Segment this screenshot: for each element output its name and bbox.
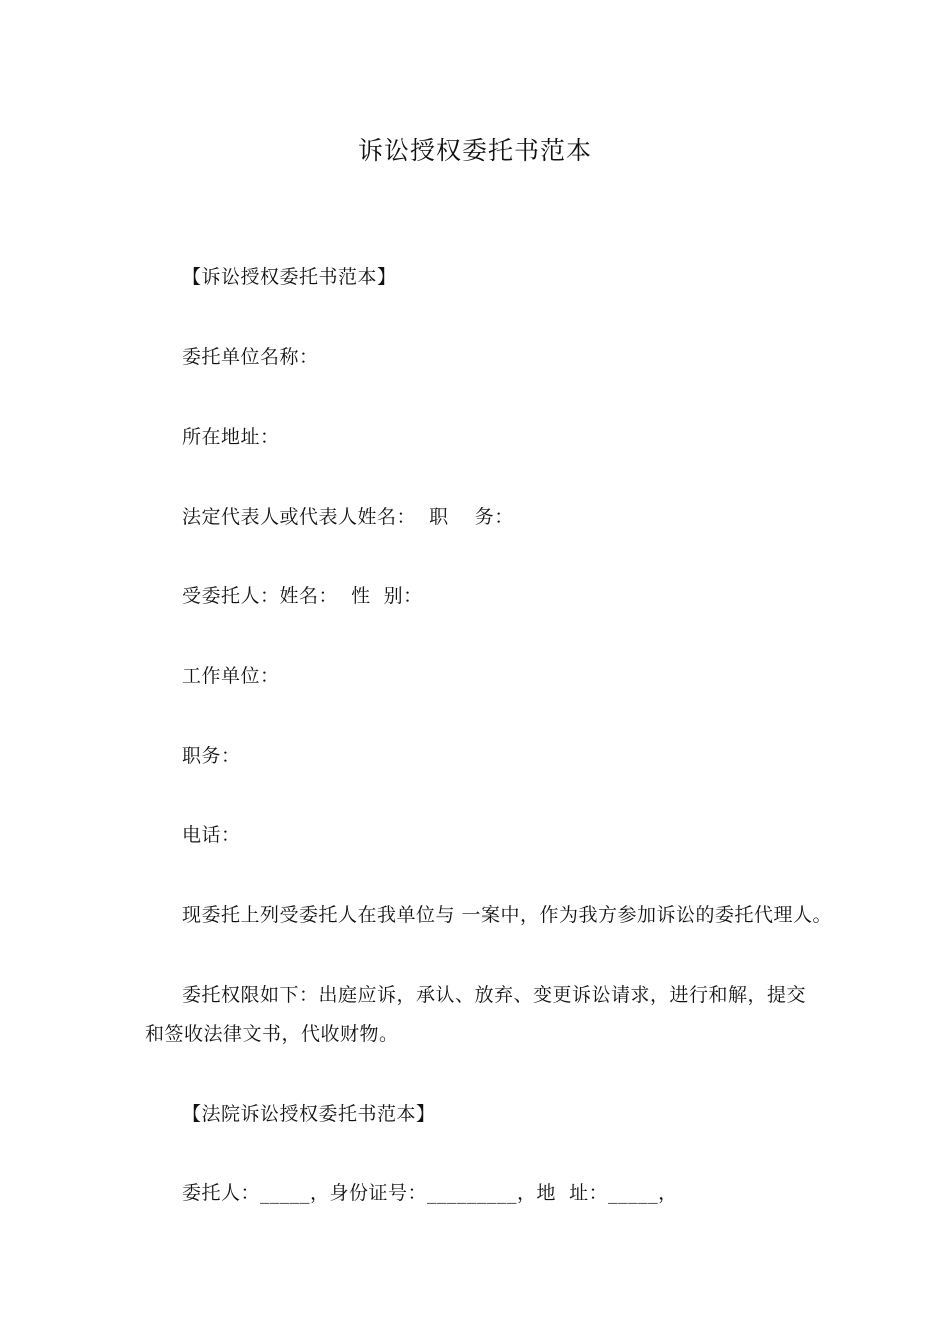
- client-label: 委托人：: [182, 1182, 261, 1204]
- address-label: 所在地址：: [182, 426, 280, 448]
- id-number-label: ，身份证号：: [310, 1182, 428, 1204]
- work-unit-label: 工作单位：: [182, 665, 280, 687]
- section-heading-1: 【诉讼授权委托书范本】: [182, 266, 397, 288]
- agent-label: 受委托人：姓名： 性 别：: [182, 585, 423, 607]
- entrust-statement: 现委托上列受委托人在我单位与 一案中，作为我方参加诉讼的委托代理人。: [182, 904, 833, 926]
- legal-representative-label: 法定代表人或代表人姓名： 职 务：: [182, 506, 514, 528]
- client-blank: _____: [260, 1182, 311, 1204]
- client-form-line: [182, 1180, 678, 1206]
- client-unit-name-label: 委托单位名称：: [182, 346, 319, 368]
- client-address-blank: _____: [608, 1182, 659, 1204]
- position-label: 职务：: [182, 745, 241, 767]
- authority-paragraph-line-1: 委托权限如下：出庭应诉，承认、放弃、变更诉讼请求，进行和解，提交: [182, 984, 807, 1006]
- client-address-label: ，地 址：: [517, 1182, 609, 1204]
- document-title: 诉讼授权委托书范本: [357, 136, 592, 165]
- authority-paragraph-line-2: 和签收法律文书，代收财物。: [145, 1023, 399, 1045]
- line-end-punctuation: ，: [658, 1182, 678, 1204]
- id-number-blank: _________: [427, 1182, 518, 1204]
- section-heading-2: 【法院诉讼授权委托书范本】: [182, 1103, 436, 1125]
- phone-label: 电话：: [182, 824, 241, 846]
